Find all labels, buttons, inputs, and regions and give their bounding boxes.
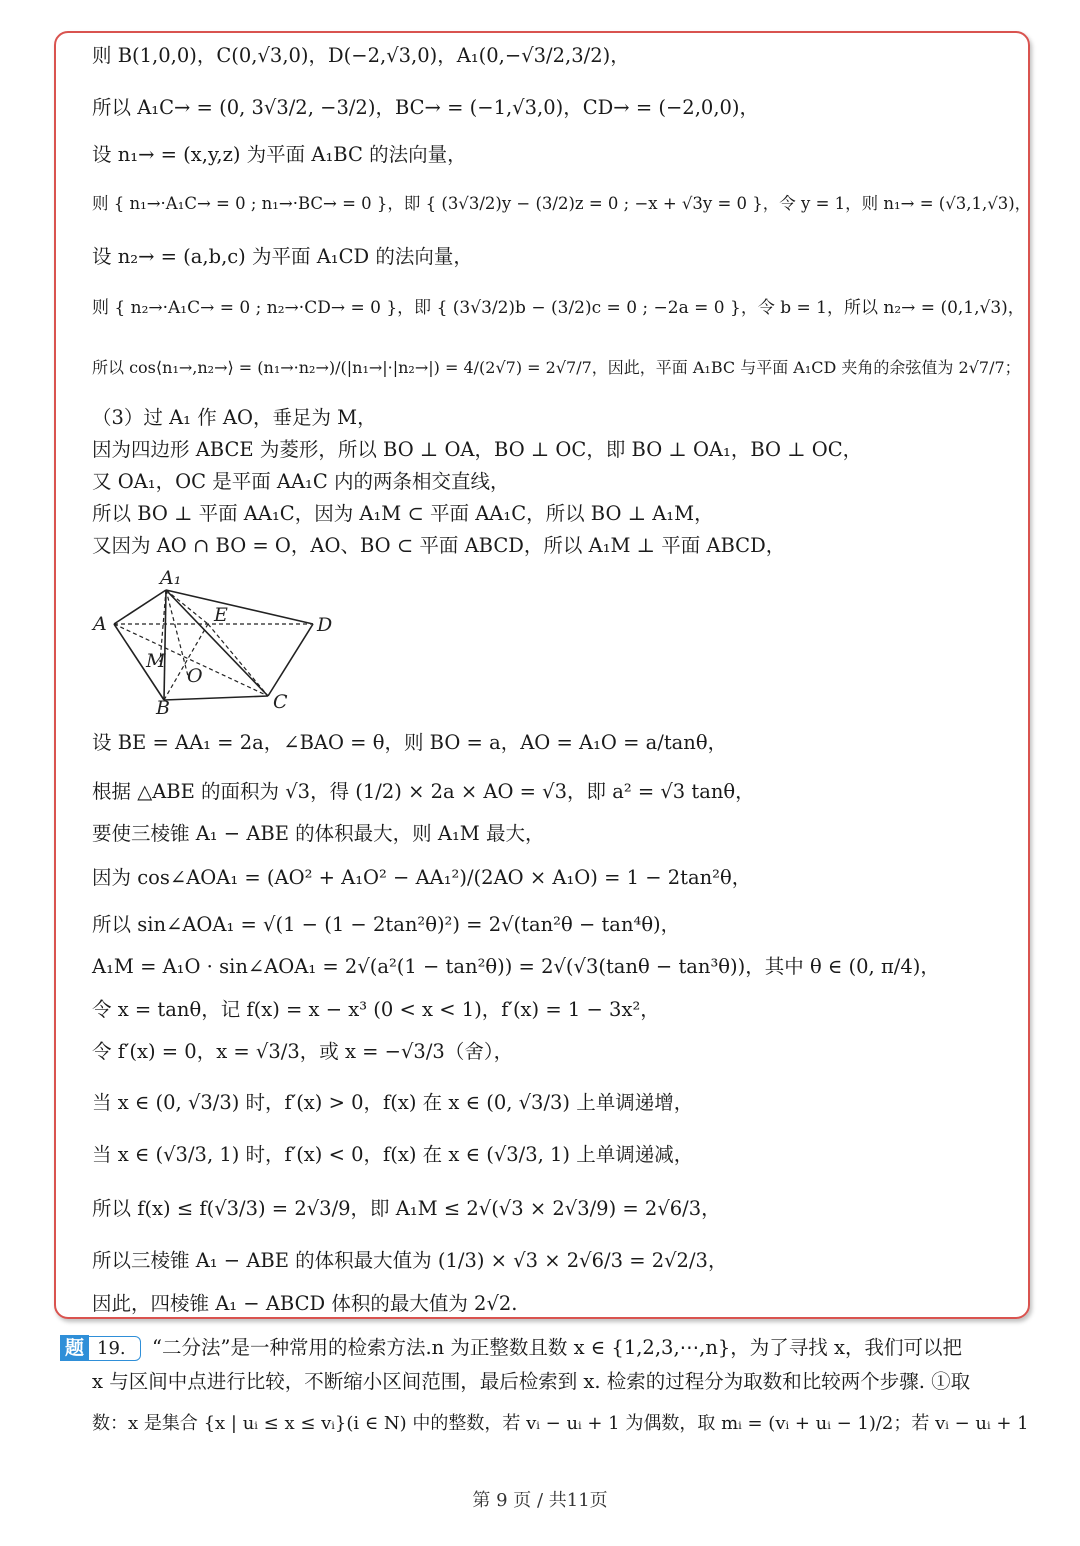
label-o: O [187, 665, 203, 687]
label-b: B [156, 697, 170, 716]
pyramid-diagram [88, 568, 348, 716]
solution-line: 则 B(1,0,0)，C(0,√3,0)，D(−2,√3,0)，A₁(0,−√3/2,3/2)， [92, 44, 630, 67]
solution-line: 所以 sin∠AOA₁ = √(1 − (1 − 2tan²θ)²) = 2√(tan²θ − tan⁴θ)， [92, 913, 681, 936]
edge-a1a [114, 590, 166, 624]
solution-line: （3）过 A₁ 作 AO，垂足为 M， [92, 406, 377, 429]
edge-ec [208, 624, 268, 696]
problem-number-tag [60, 1335, 141, 1361]
solution-line: 所以 cos⟨n₁→,n₂→⟩ = (n₁→·n₂→)/(|n₁→|·|n₂→|) = 4/(2√7) = 2√7/7，因此，平面 A₁BC 与平面 A₁CD 夹角的余弦值为 2√7/7； [92, 358, 1021, 377]
solution-line: 设 n₂→ = (a,b,c) 为平面 A₁CD 的法向量， [92, 245, 473, 268]
solution-line: 又因为 AO ∩ BO = O，AO、BO ⊂ 平面 ABCD，所以 A₁M ⊥ 平面 ABCD， [92, 534, 786, 557]
solution-line: 则 { n₁→·A₁C→ = 0 ; n₁→·BC→ = 0 }，即 { (3√3/2)y − (3/2)z = 0 ; −x + √3y = 0 }，令 y = 1，则 n₁→ = (√3,1,√3)， [92, 194, 1032, 213]
solution-line: 根据 △ABE 的面积为 √3，得 (1/2) × 2a × AO = √3，即 a² = √3 tanθ， [92, 780, 755, 803]
solution-line: 所以 f(x) ≤ f(√3/3) = 2√3/9，即 A₁M ≤ 2√(√3 × 2√3/9) = 2√6/3， [92, 1197, 721, 1220]
label-d: D [317, 614, 333, 636]
solution-line: 因此，四棱锥 A₁ − ABCD 体积的最大值为 2√2. [92, 1292, 518, 1315]
problem-number: 19. [89, 1336, 141, 1361]
label-a: A [93, 613, 107, 635]
solution-line: 要使三棱锥 A₁ − ABE 的体积最大，则 A₁M 最大， [92, 822, 545, 845]
solution-line: 令 f′(x) = 0，x = √3/3，或 x = −√3/3（舍）， [92, 1040, 514, 1063]
solution-line: 所以 A₁C→ = (0, 3√3/2, −3/2)，BC→ = (−1,√3,0)，CD→ = (−2,0,0)， [92, 96, 760, 119]
label-e: E [214, 604, 228, 626]
problem-line: 数：x 是集合 {x | uᵢ ≤ x ≤ vᵢ}(i ∈ N) 中的整数，若 vᵢ − uᵢ + 1 为偶数，取 mᵢ = (vᵢ + uᵢ − 1)/2；若 vᵢ − uᵢ + 1 [92, 1413, 1029, 1434]
edge-a1d [166, 590, 313, 624]
diag-be [164, 624, 208, 700]
edge-bc [164, 696, 268, 700]
solution-line: 所以三棱锥 A₁ − ABE 的体积最大值为 (1/3) × √3 × 2√6/3 = 2√2/3， [92, 1249, 728, 1272]
problem-line: x 与区间中点进行比较，不断缩小区间范围，最后检索到 x. 检索的过程分为取数和比较两个步骤. ①取 [92, 1370, 971, 1393]
solution-line: 因为 cos∠AOA₁ = (AO² + A₁O² − AA₁²)/(2AO × A₁O) = 1 − 2tan²θ， [92, 866, 752, 889]
solution-line: 设 n₁→ = (x,y,z) 为平面 A₁BC 的法向量， [92, 143, 467, 166]
solution-line: 又 OA₁，OC 是平面 AA₁C 内的两条相交直线， [92, 470, 510, 493]
solution-line: 因为四边形 ABCE 为菱形，所以 BO ⊥ OA，BO ⊥ OC，即 BO ⊥ OA₁，BO ⊥ OC， [92, 438, 863, 461]
solution-line: A₁M = A₁O · sin∠AOA₁ = 2√(a²(1 − tan²θ)) = 2√(√3(tanθ − tan³θ))，其中 θ ∈ (0, π/4)， [92, 955, 940, 978]
solution-line: 当 x ∈ (√3/3, 1) 时，f′(x) < 0，f(x) 在 x ∈ (√3/3, 1) 上单调递减， [92, 1143, 694, 1166]
label-a1: A₁ [160, 568, 182, 589]
problem-line: “二分法”是一种常用的检索方法.n 为正整数且数 x ∈ {1,2,3,⋯,n}，为了寻找 x，我们可以把 [152, 1336, 963, 1359]
solution-line: 则 { n₂→·A₁C→ = 0 ; n₂→·CD→ = 0 }，即 { (3√3/2)b − (3/2)c = 0 ; −2a = 0 }，令 b = 1，所以 n₂→ = (0,1,√3)， [92, 298, 1025, 318]
solution-line: 令 x = tanθ，记 f(x) = x − x³ (0 < x < 1)，f′(x) = 1 − 3x²， [92, 998, 660, 1021]
problem-tag-label: 题 [60, 1335, 89, 1361]
label-m: M [146, 650, 166, 672]
edge-cd [268, 624, 313, 696]
solution-line: 所以 BO ⊥ 平面 AA₁C，因为 A₁M ⊂ 平面 AA₁C，所以 BO ⊥ A₁M， [92, 502, 714, 525]
solution-line: 当 x ∈ (0, √3/3) 时，f′(x) > 0，f(x) 在 x ∈ (0, √3/3) 上单调递增， [92, 1091, 694, 1114]
label-c: C [273, 691, 288, 713]
page-footer: 第 9 页 / 共11页 [472, 1490, 608, 1511]
solution-line: 设 BE = AA₁ = 2a，∠BAO = θ，则 BO = a，AO = A₁O = a/tanθ， [92, 731, 728, 754]
